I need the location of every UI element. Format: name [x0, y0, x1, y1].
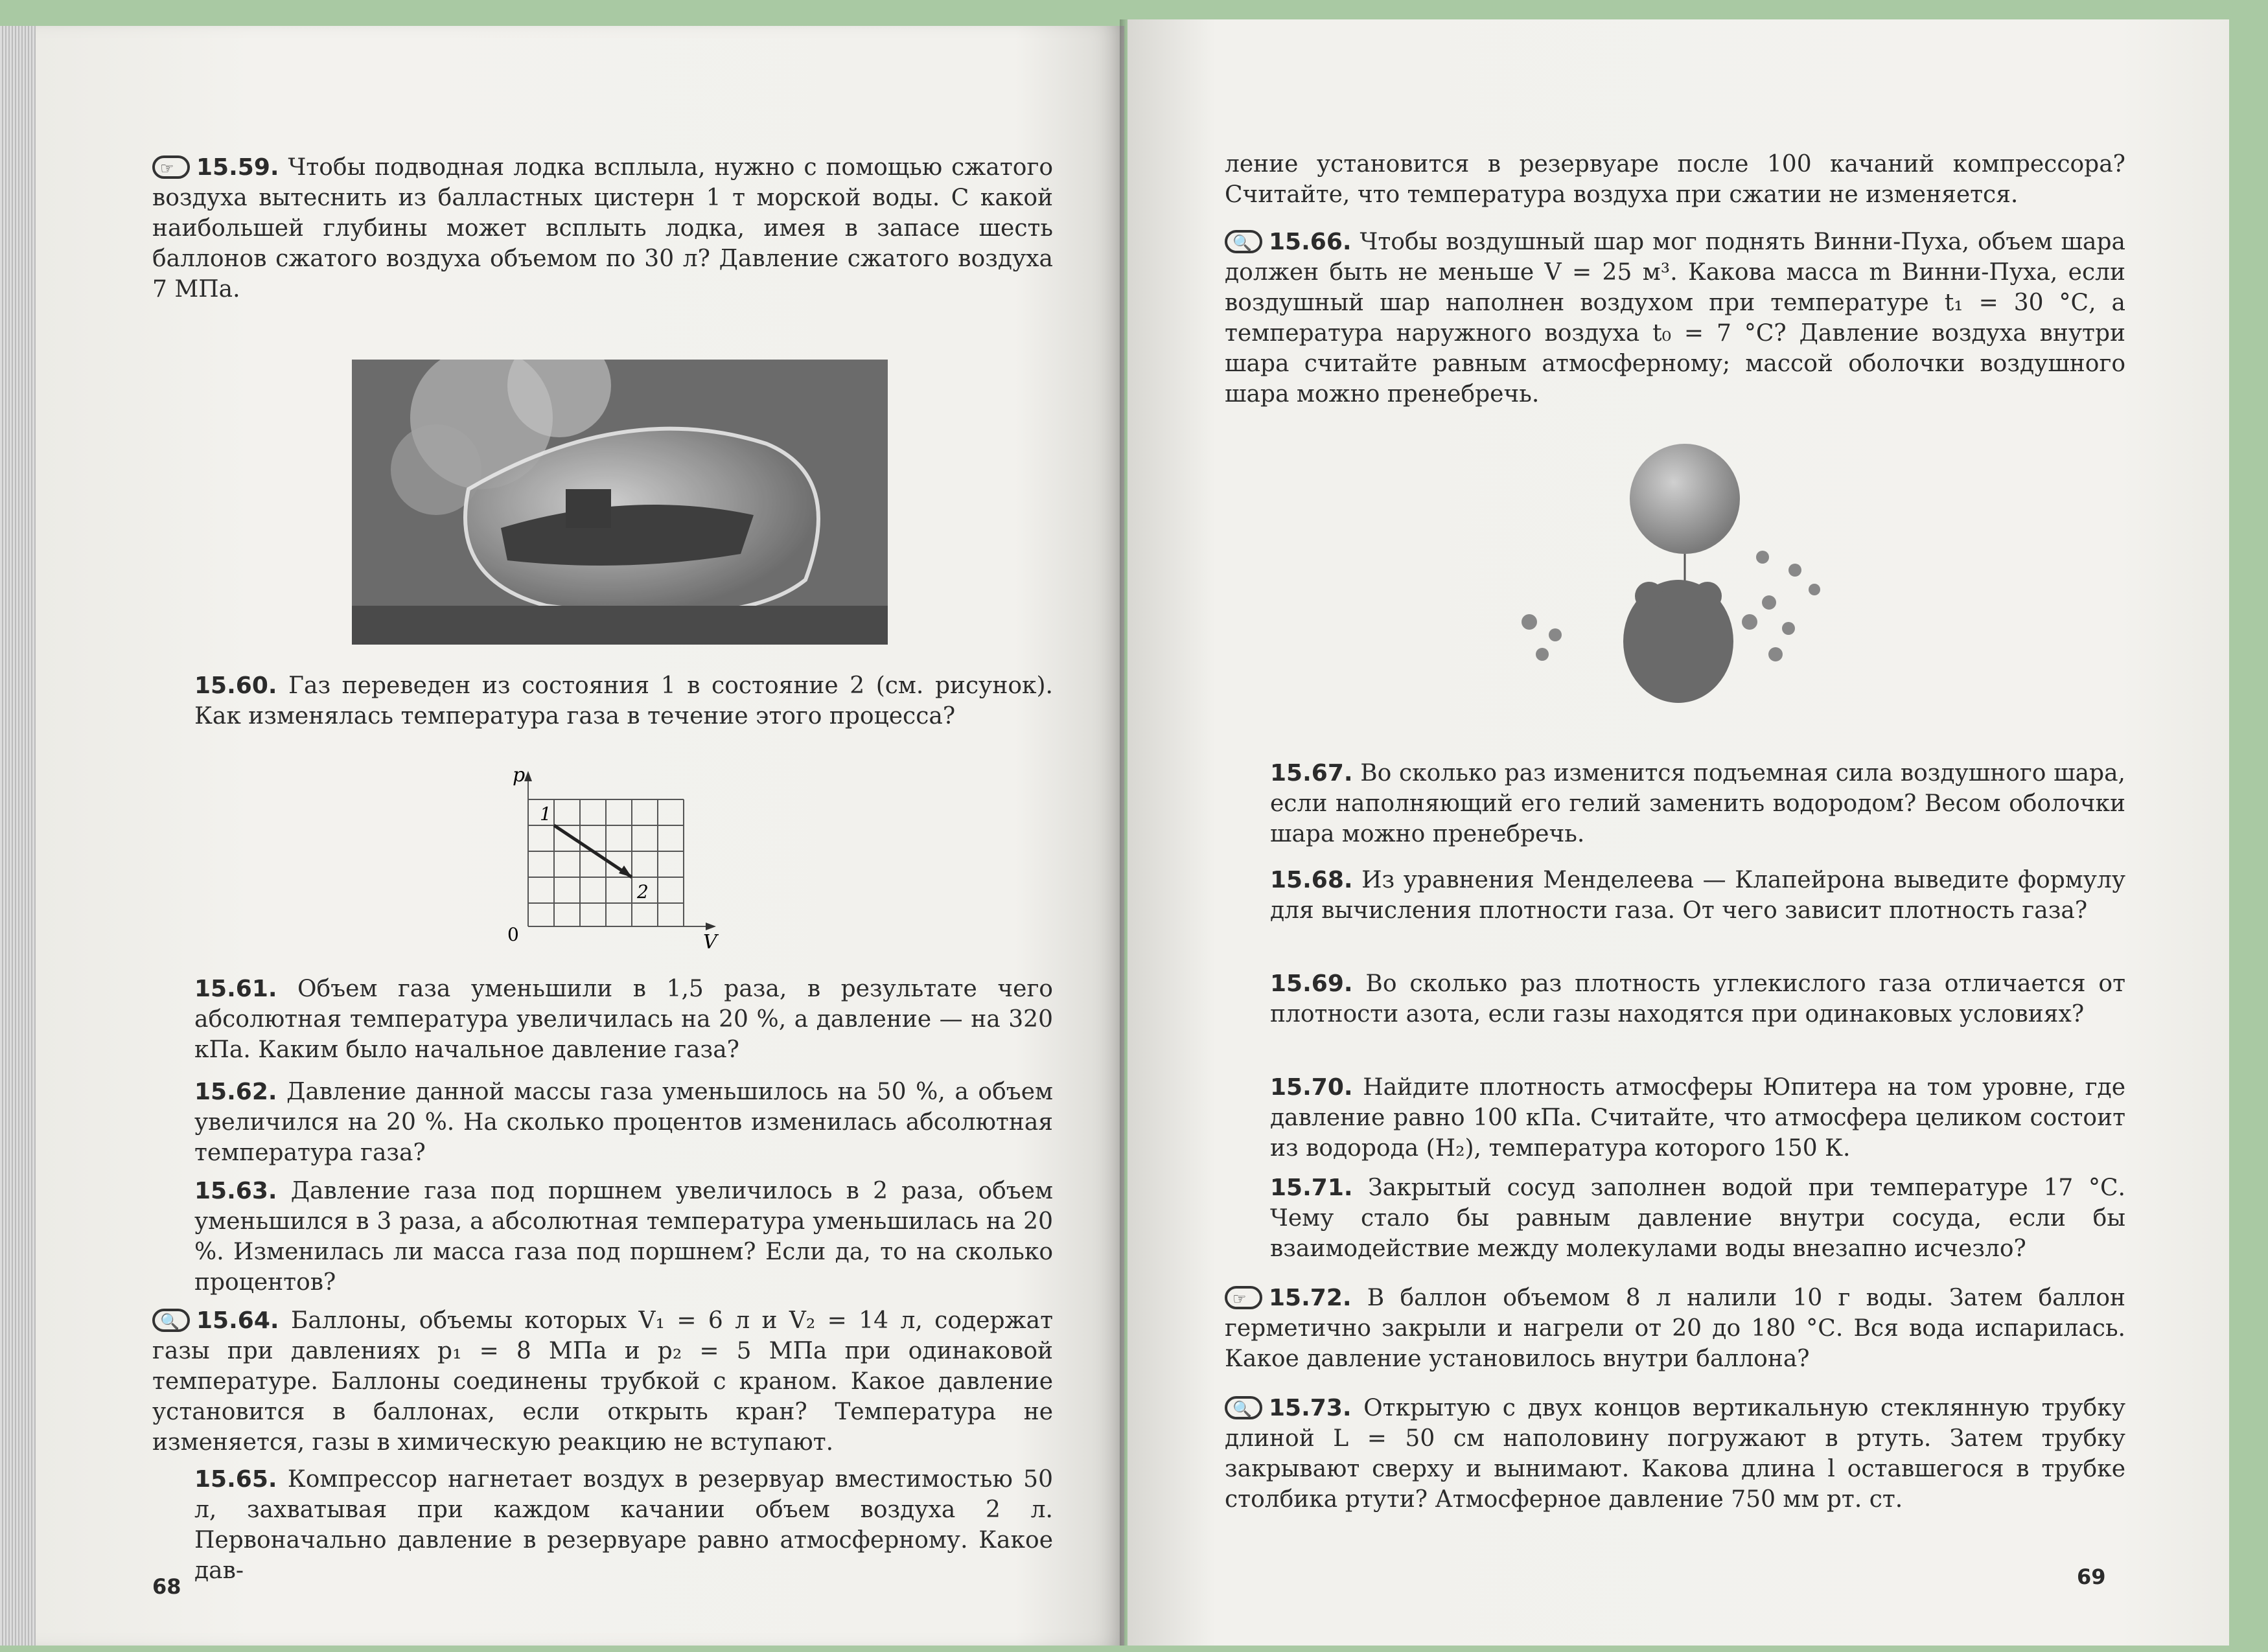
problem-text: Объем газа уменьшили в 1,5 раза, в результате чего абсолютная температура увеличилась на 20 %, а давление — на 320 кПа. Каким было начальное давление газа?: [194, 976, 1053, 1063]
problem-text: Чтобы подводная лодка всплыла, нужно с помощью сжатого воздуха вытеснить из балластных цистерн 1 т морской воды. С какой наибольшей глубины может всплыть лодка, имея в запасе шесть баллонов сжатого воздуха объемом по 30 л? Давление сжатого воздуха 7 МПа.: [152, 154, 1053, 303]
problem-15-59: [152, 152, 1053, 304]
problem-15-65-continuation: [1225, 149, 2125, 210]
problem-15-69: [1270, 969, 2125, 1029]
page-edges: [0, 26, 36, 1646]
problem-number: 15.59.: [196, 154, 279, 181]
problem-number: 15.73.: [1269, 1395, 1352, 1421]
right-page: [1128, 19, 2229, 1646]
problem-text: Компрессор нагнетает воздух в резервуар вместимостью 50 л, захватывая при каждом качании объем воздуха 2 л. Первоначально давление в резервуаре равно атмосферному. Какое дав-: [194, 1466, 1053, 1584]
problem-15-68: [1270, 865, 2125, 926]
problem-text: ление установится в резервуаре после 100 качаний компрессора? Считайте, что температура воздуха при сжатии не изменяется.: [1225, 151, 2125, 208]
problem-15-70: [1270, 1072, 2125, 1164]
problem-number: 15.72.: [1269, 1285, 1352, 1311]
problem-number: 15.70.: [1270, 1074, 1353, 1101]
problem-text: Чтобы воздушный шар мог поднять Винни-Пуха, объем шара должен быть не меньше V = 25 м³. Какова масса m Винни-Пуха, если воздушный шар наполнен воздухом при температуре t₁ = 30 °С, а температура наружного воздуха t₀ = 7 °С? Давление воздуха внутри шара считайте равным атмосферному; массой оболочки воздушного шара можно пренебречь.: [1225, 229, 2125, 407]
page-number-left: 68: [152, 1574, 181, 1599]
left-page: [36, 26, 1124, 1646]
submarine-photo: [352, 360, 888, 645]
problem-15-61: [194, 974, 1053, 1065]
problem-15-72: [1225, 1283, 2125, 1374]
problem-15-73: [1225, 1393, 2125, 1515]
problem-number: 15.61.: [194, 976, 277, 1002]
process-arrow: [619, 866, 632, 877]
problem-number: 15.66.: [1269, 229, 1352, 255]
problem-text: Баллоны, объемы которых V₁ = 6 л и V₂ = 14 л, содержат газы при давлениях p₁ = 8 МПа и p₂ = 5 МПа при одинаковой температуре. Баллоны соединены трубкой с краном. Какое давление установится в баллонах, если открыть кран? Температура не изменяется, газы в химическую реакцию не вступают.: [152, 1307, 1054, 1456]
problem-text: Найдите плотность атмосферы Юпитера на том уровне, где давление равно 100 кПа. Считайте, что атмосфера целиком состоит из водорода (H₂), температура которого 150 К.: [1270, 1074, 2125, 1162]
problem-15-62: [194, 1077, 1053, 1168]
problem-text: Во сколько раз плотность углекислого газа отличается от плотности азота, если газы находятся при одинаковых условиях?: [1270, 970, 2125, 1027]
problem-text: Газ переведен из состояния 1 в состояние 2 (см. рисунок). Как изменялась температура газа в течение этого процесса?: [194, 672, 1053, 729]
problem-15-65: [194, 1464, 1053, 1586]
p-axis-label: p: [513, 764, 526, 786]
problem-15-60: [194, 671, 1053, 731]
problem-number: 15.71.: [1270, 1175, 1353, 1201]
problem-text: Открытую с двух концов вертикальную стеклянную трубку длиной L = 50 см наполовину погружают в ртуть. Затем трубку закрывают сверху и вынимают. Какова длина l оставшегося в трубке столбика ртути? Атмосферное давление 750 мм рт. ст.: [1225, 1395, 2125, 1513]
hand-pointer-icon: ☞: [1225, 1286, 1262, 1309]
problem-number: 15.67.: [1270, 760, 1353, 786]
hand-pointer-icon: ☞: [152, 155, 190, 179]
point-2-label: 2: [637, 881, 649, 902]
problem-15-67: [1270, 758, 2125, 849]
magnifier-icon: 🔍: [1225, 1396, 1262, 1419]
problem-number: 15.60.: [194, 672, 277, 699]
problem-15-71: [1270, 1173, 2125, 1264]
point-1-label: 1: [540, 803, 551, 825]
magnifier-icon: 🔍: [1225, 230, 1262, 253]
problem-number: 15.65.: [194, 1466, 277, 1493]
origin-label: 0: [507, 924, 519, 945]
page-number-right: 69: [2077, 1565, 2106, 1589]
p-axis-arrow: [524, 771, 532, 781]
problem-15-66: [1225, 227, 2125, 409]
problem-number: 15.63.: [194, 1178, 277, 1204]
problem-text: Во сколько раз изменится подъемная сила воздушного шара, если наполняющий его гелий заменить водородом? Весом оболочки шара можно пренебречь.: [1270, 760, 2125, 847]
v-axis-label: V: [703, 931, 717, 952]
problem-text: В баллон объемом 8 л налили 10 г воды. Затем баллон герметично закрыли и нагрели от 20 до 180 °С. Вся вода испарилась. Какое давление установилось внутри баллона?: [1225, 1285, 2125, 1372]
problem-15-64: [152, 1305, 1053, 1458]
winnie-pooh-balloon-illustration: [1490, 428, 1853, 719]
magnifier-icon: 🔍: [152, 1309, 190, 1332]
problem-text: Давление газа под поршнем увеличилось в 2 раза, объем уменьшился в 3 раза, а абсолютная температура уменьшилась на 20 %. Изменилась ли масса газа под поршнем? Если да, то на сколько процентов?: [194, 1178, 1053, 1296]
problem-number: 15.69.: [1270, 970, 1353, 997]
problem-text: Закрытый сосуд заполнен водой при температуре 17 °С. Чему стало бы равным давление внутри сосуда, если бы взаимодействие между молекулами воды внезапно исчезло?: [1270, 1175, 2125, 1262]
problem-15-63: [194, 1176, 1053, 1298]
problem-number: 15.64.: [196, 1307, 279, 1334]
problem-number: 15.62.: [194, 1079, 277, 1105]
problem-text: Давление данной массы газа уменьшилось на 50 %, а объем увеличился на 20 %. На сколько процентов изменилась абсолютная температура газа?: [194, 1079, 1053, 1166]
pv-graph: [489, 751, 735, 952]
problem-number: 15.68.: [1270, 867, 1353, 893]
balloon-icon: [1630, 444, 1740, 554]
v-axis-arrow: [706, 923, 716, 930]
problem-text: Из уравнения Менделеева — Клапейрона выведите формулу для вычисления плотности газа. От чего зависит плотность газа?: [1270, 867, 2125, 924]
